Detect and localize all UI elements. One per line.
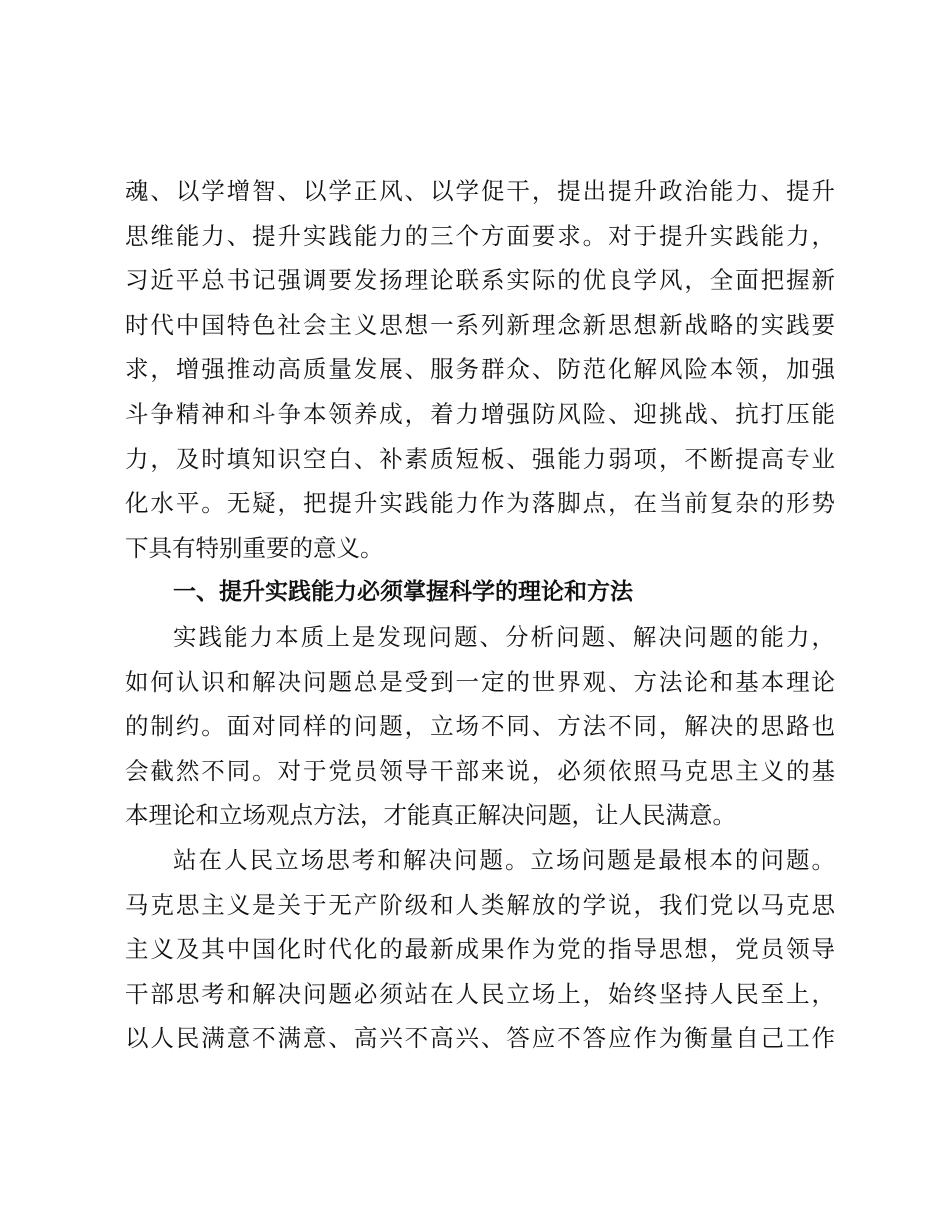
text-line: 主义及其中国化时代化的最新成果作为党的指导思想，党员领导 — [125, 935, 835, 964]
text-line: 魂、以学增智、以学正风、以学促干，提出提升政治能力、提升 — [125, 177, 835, 205]
text-line: 实践能力本质上是发现问题、分析问题、解决问题的能力， — [173, 622, 835, 651]
text-line: 化水平。无疑，把提升实践能力作为落脚点，在当前复杂的形势 — [125, 489, 835, 518]
text-line: 的制约。面对同样的问题，立场不同、方法不同，解决的思路也 — [125, 712, 835, 741]
text-line: 斗争精神和斗争本领养成，着力增强防风险、迎挑战、抗打压能 — [125, 399, 835, 428]
text-line: 马克思主义是关于无产阶级和人类解放的学说，我们党以马克思 — [125, 890, 835, 919]
text-line: 思维能力、提升实践能力的三个方面要求。对于提升实践能力， — [125, 221, 835, 250]
paragraph-people-stance — [125, 838, 835, 1061]
paragraph-practice-ability — [125, 615, 835, 838]
text-line: 下具有特别重要的意义。 — [125, 533, 384, 562]
text-line: 习近平总书记强调要发扬理论联系实际的优良学风，全面把握新 — [125, 266, 835, 295]
paragraph-intro-continuation — [125, 169, 835, 570]
section-heading-text: 一、提升实践能力必须掌握科学的理论和方法 — [173, 579, 633, 606]
text-line: 如何认识和解决问题总是受到一定的世界观、方法论和基本理论 — [125, 667, 835, 696]
section-heading — [125, 570, 835, 615]
document-body — [125, 169, 835, 1061]
text-line: 以人民满意不满意、高兴不高兴、答应不答应作为衡量自己工作 — [125, 1024, 835, 1053]
text-line: 时代中国特色社会主义思想一系列新理念新思想新战略的实践要 — [125, 310, 835, 339]
text-line: 会截然不同。对于党员领导干部来说，必须依照马克思主义的基 — [125, 756, 835, 785]
text-line: 干部思考和解决问题必须站在人民立场上，始终坚持人民至上， — [125, 979, 835, 1008]
text-line: 力，及时填知识空白、补素质短板、强能力弱项，不断提高专业 — [125, 444, 835, 473]
text-line: 求，增强推动高质量发展、服务群众、防范化解风险本领，加强 — [125, 355, 835, 384]
text-line: 站在人民立场思考和解决问题。立场问题是最根本的问题。 — [173, 845, 835, 874]
text-line: 本理论和立场观点方法，才能真正解决问题，让人民满意。 — [125, 801, 736, 830]
